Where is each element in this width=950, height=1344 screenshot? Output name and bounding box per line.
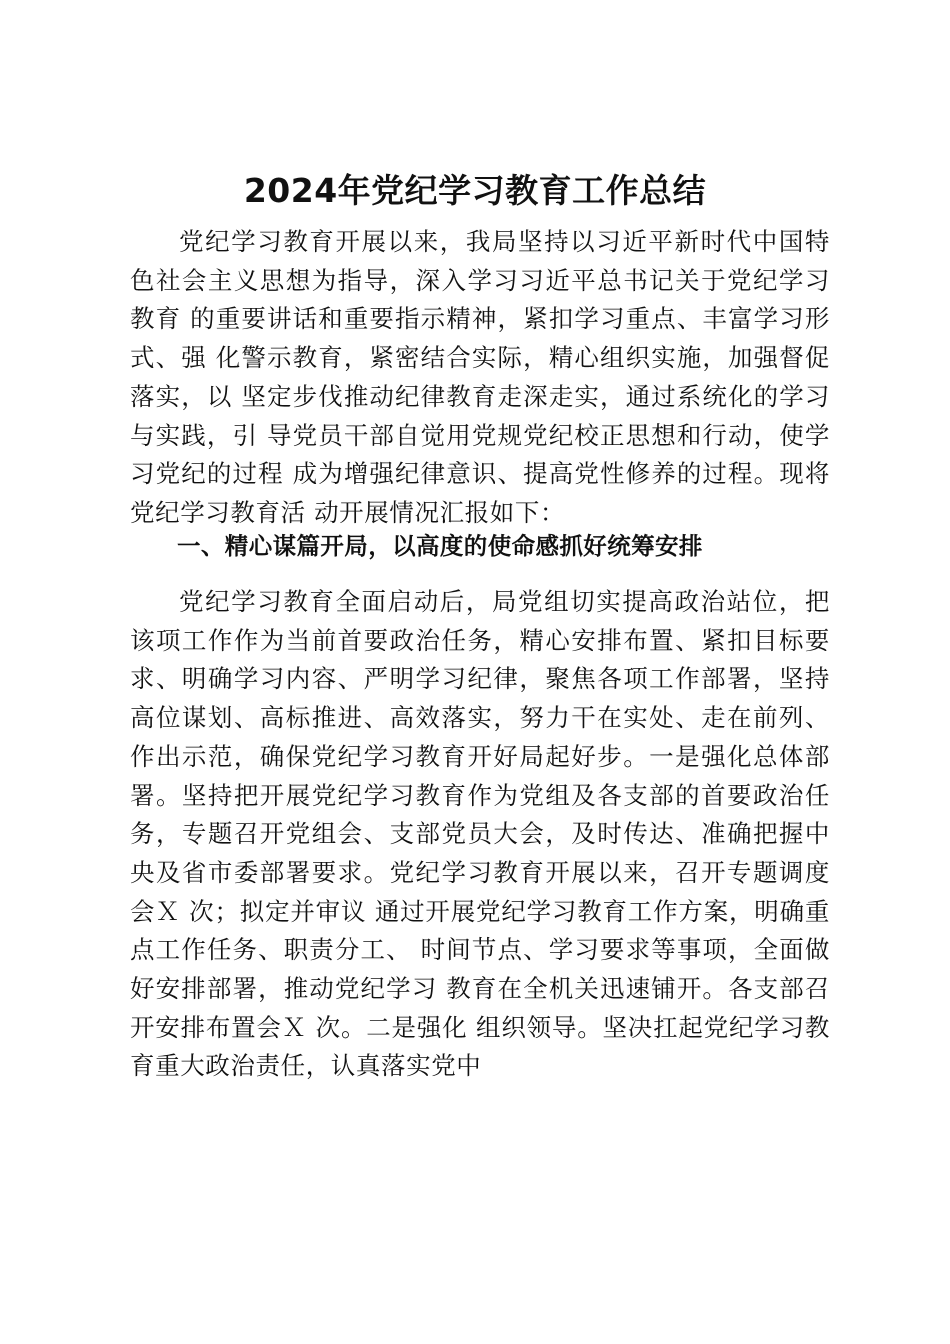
intro-paragraph: 党纪学习教育开展以来，我局坚持以习近平新时代中国特色社会主义思想为指导，深入学习习近平总书记关于党纪学习教育 的重要讲话和重要指示精神，紧扣学习重点、丰富学习形式、强 化警示教育，紧密结合实际，精心组织实施，加强督促落实，以 坚定步伐推动纪律教育走深走实，通过系统化的学习与实践，引 导党员干部自觉用党规党纪校正思想和行动，使学习党纪的过程 成为增强纪律意识、提高党性修养的过程。现将党纪学习教育活 动开展情况汇报如下： [130, 227, 830, 527]
document-title: 2024年党纪学习教育工作总结 [243, 171, 707, 210]
section-heading-1: 一、精心谋篇开局，以高度的使命感抓好统筹安排 [177, 532, 703, 560]
section-1-paragraph: 党纪学习教育全面启动后，局党组切实提高政治站位，把该项工作作为当前首要政治任务，精心安排布置、紧扣目标要求、明确学习内容、严明学习纪律，聚焦各项工作部署，坚持高位谋划、高标推进、高效落实，努力干在实处、走在前列、作出示范，确保党纪学习教育开好局起好步。一是强化总体部署。坚持把开展党纪学习教育作为党组及各支部的首要政治任务，专题召开党组会、支部党员大会，及时传达、准确把握中央及省市委部署要求。党纪学习教育开展以来，召开专题调度会Ｘ 次；拟定并审议 通过开展党纪学习教育工作方案，明确重点工作任务、职责分工、 时间节点、学习要求等事项，全面做好安排部署，推动党纪学习 教育在全机关迅速铺开。各支部召开安排布置会Ｘ 次。二是强化 组织领导。坚决扛起党纪学习教育重大政治责任，认真落实党中 [130, 587, 830, 1081]
